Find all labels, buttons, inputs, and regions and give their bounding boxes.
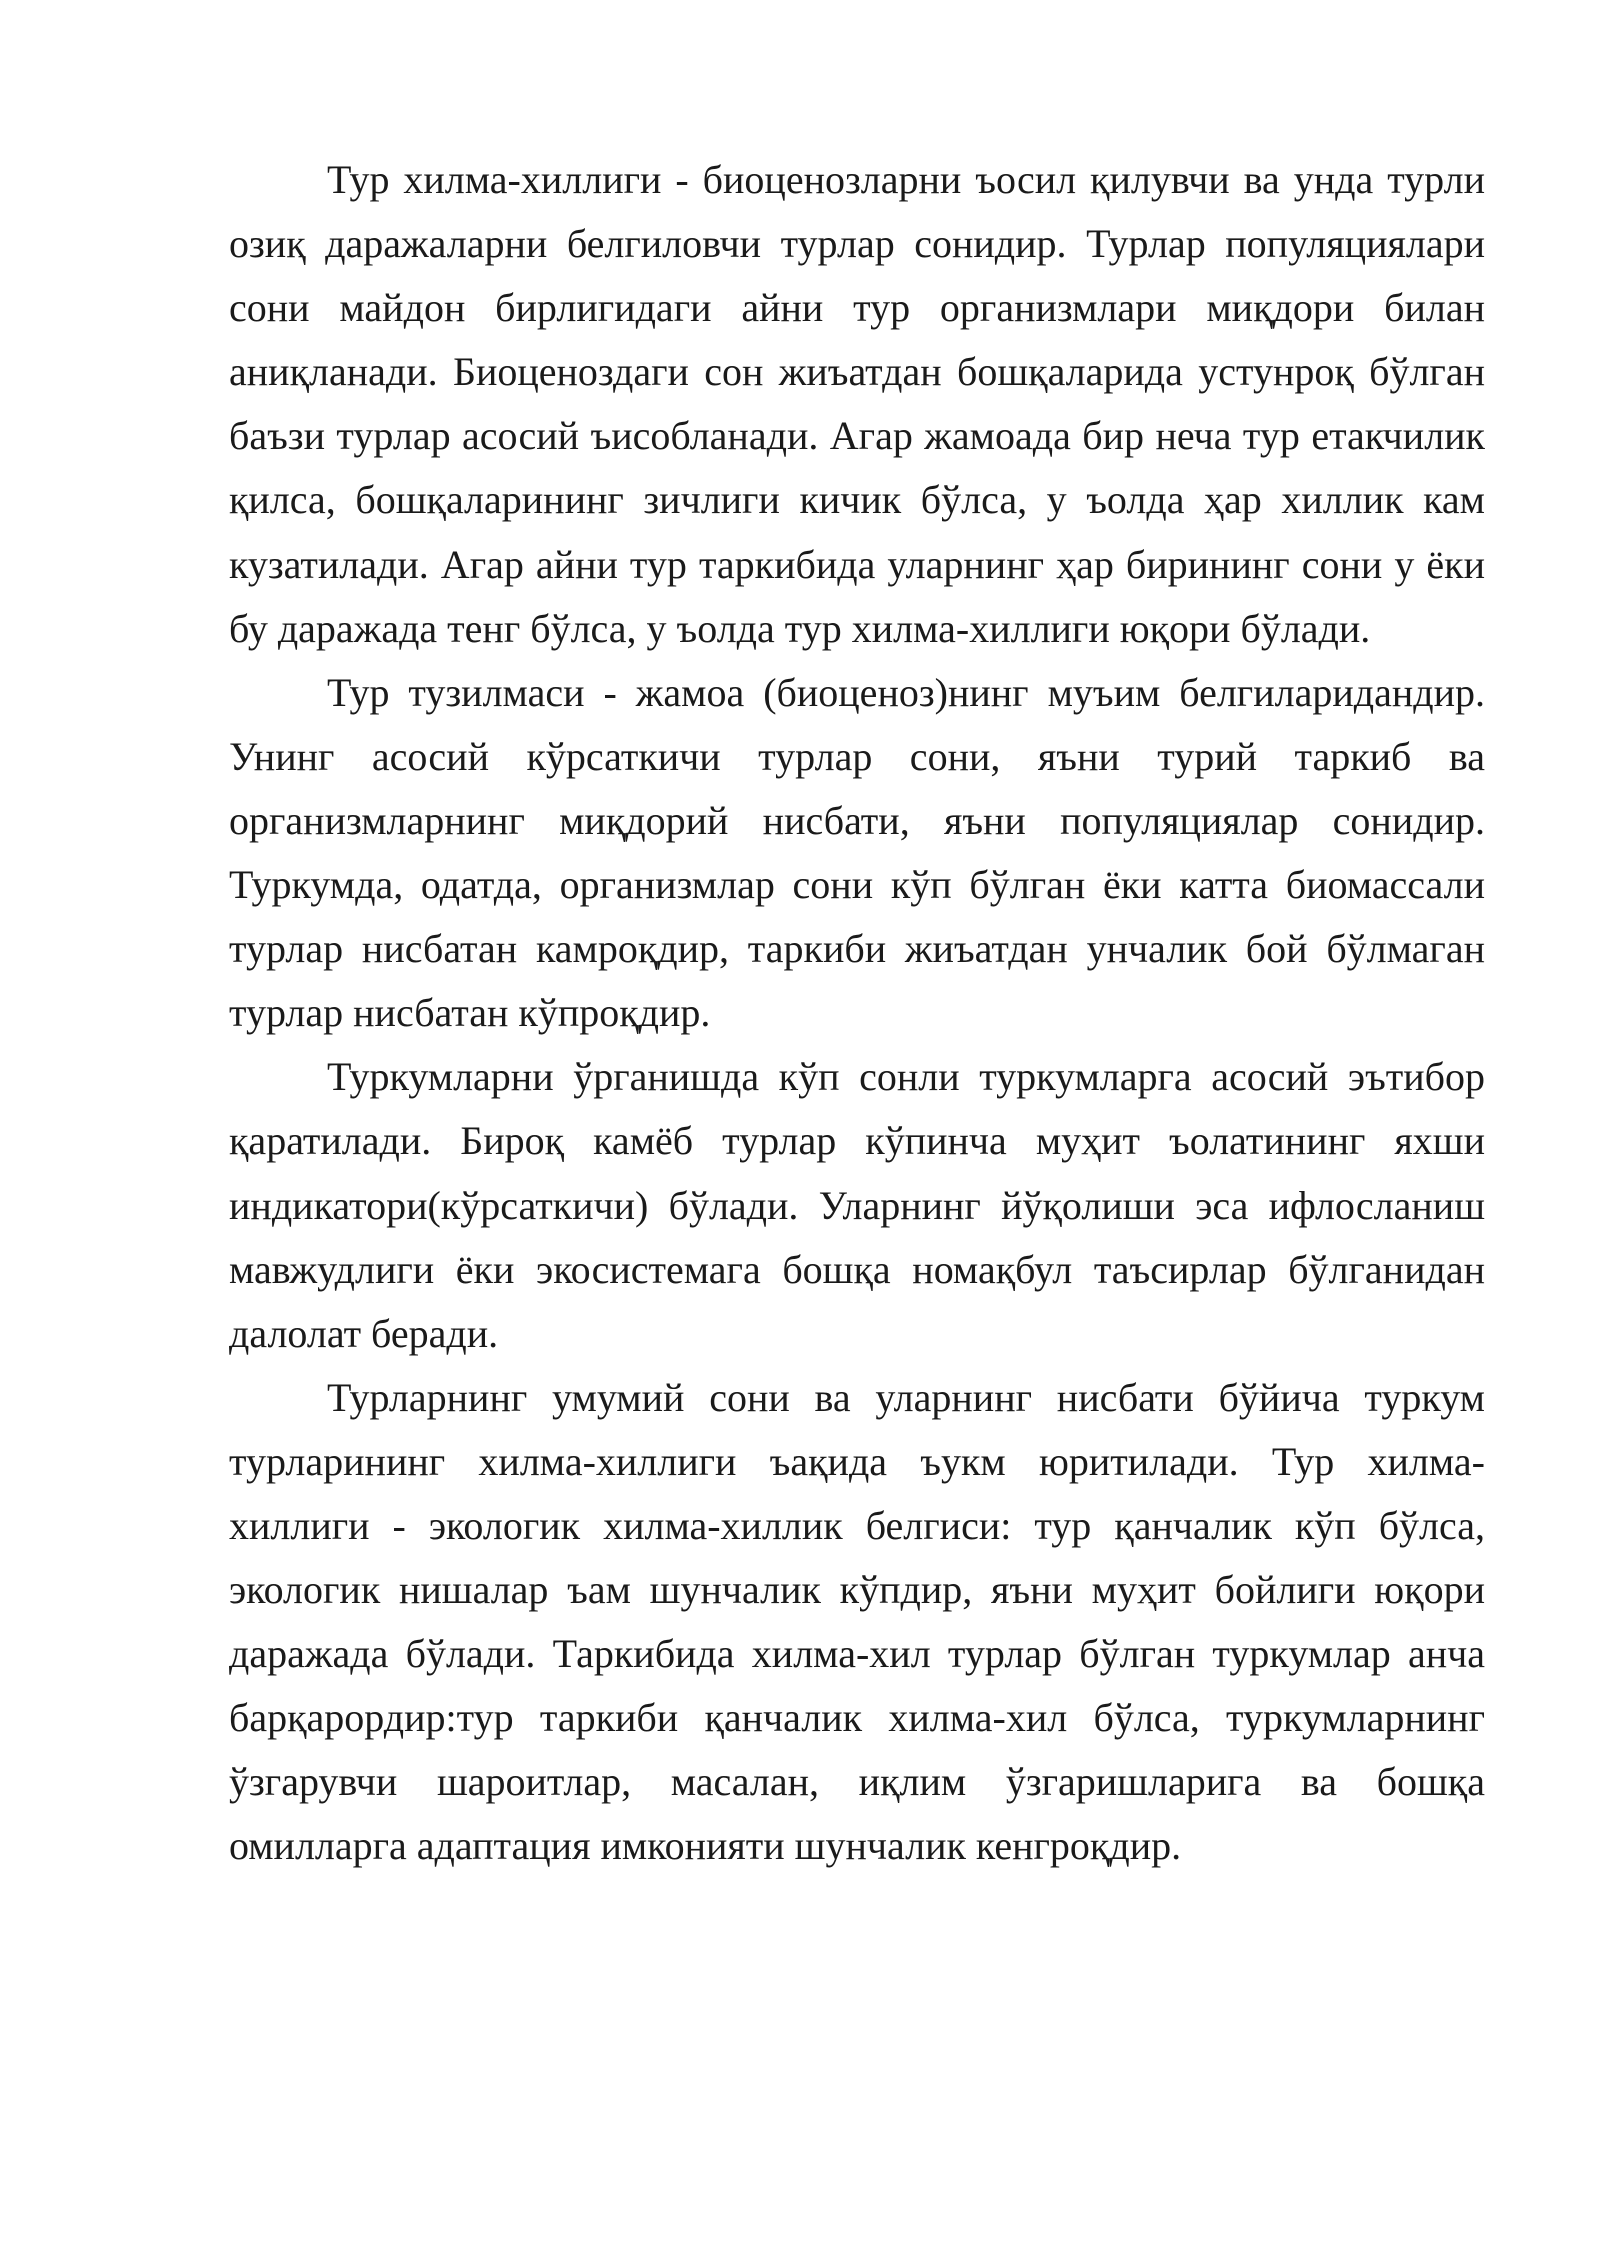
paragraph-species-structure: Тур тузилмаси - жамоа (биоценоз)нинг муъим белгиларидандир. Унинг асосий кўрсаткичи турлар сони, яъни турий таркиб ва организмларнинг миқдорий нисбати, яъни популяциялар сонидир. Туркумда, одатда, организмлар сони кўп бўлган ёки катта биомассали турлар нисбатан камроқдир, таркиби жиъатдан унчалик бой бўлмаган турлар нисбатан кўпроқдир. bbox=[229, 669, 1485, 1036]
paragraph-rare-species: Туркумларни ўрганишда кўп сонли туркумларга асосий эътибор қаратилади. Бироқ камёб турлар кўпинча муҳит ъолатининг яхши индикатори(кўрсаткичи) бўлади. Уларнинг йўқолиши эса ифлосланиш мавжудлиги ёки экосистемага бошқа номақбул таъсирлар бўлганидан далолат беради. bbox=[229, 1054, 1485, 1356]
paragraph-species-diversity: Тур хилма-хиллиги - биоценозларни ъосил қилувчи ва унда турли озиқ даражаларни белгиловчи турлар сонидир. Турлар популяциялари сони майдон бирлигидаги айни тур организмлари миқдори билан аниқланади. Биоценоздаги сон жиъатдан бошқаларида устунроқ бўлган баъзи турлар асосий ъисобланади. Агар жамоада бир неча тур етакчилик қилса, бошқаларининг зичлиги кичик бўлса, у ъолда ҳар хиллик кам кузатилади. Агар айни тур таркибида уларнинг ҳар бирининг сони у ёки бу даражада тенг бўлса, у ъолда тур хилма-хиллиги юқори бўлади. bbox=[229, 157, 1485, 651]
paragraph-diversity-stability: Турларнинг умумий сони ва уларнинг нисбати бўйича туркум турларининг хилма-хиллиги ъақида ъукм юритилади. Тур хилма-хиллиги - экологик хилма-хиллик белгиси: тур қанчалик кўп бўлса, экологик нишалар ъам шунчалик кўпдир, яъни муҳит бойлиги юқори даражада бўлади. Таркибида хилма-хил турлар бўлган туркумлар анча барқарордир:тур таркиби қанчалик хилма-хил бўлса, туркумларнинг ўзгарувчи шароитлар, масалан, иқлим ўзгаришларига ва бошқа омилларга адаптация имконияти шунчалик кенгроқдир. bbox=[229, 1374, 1485, 1869]
document-body bbox=[229, 148, 1485, 1879]
